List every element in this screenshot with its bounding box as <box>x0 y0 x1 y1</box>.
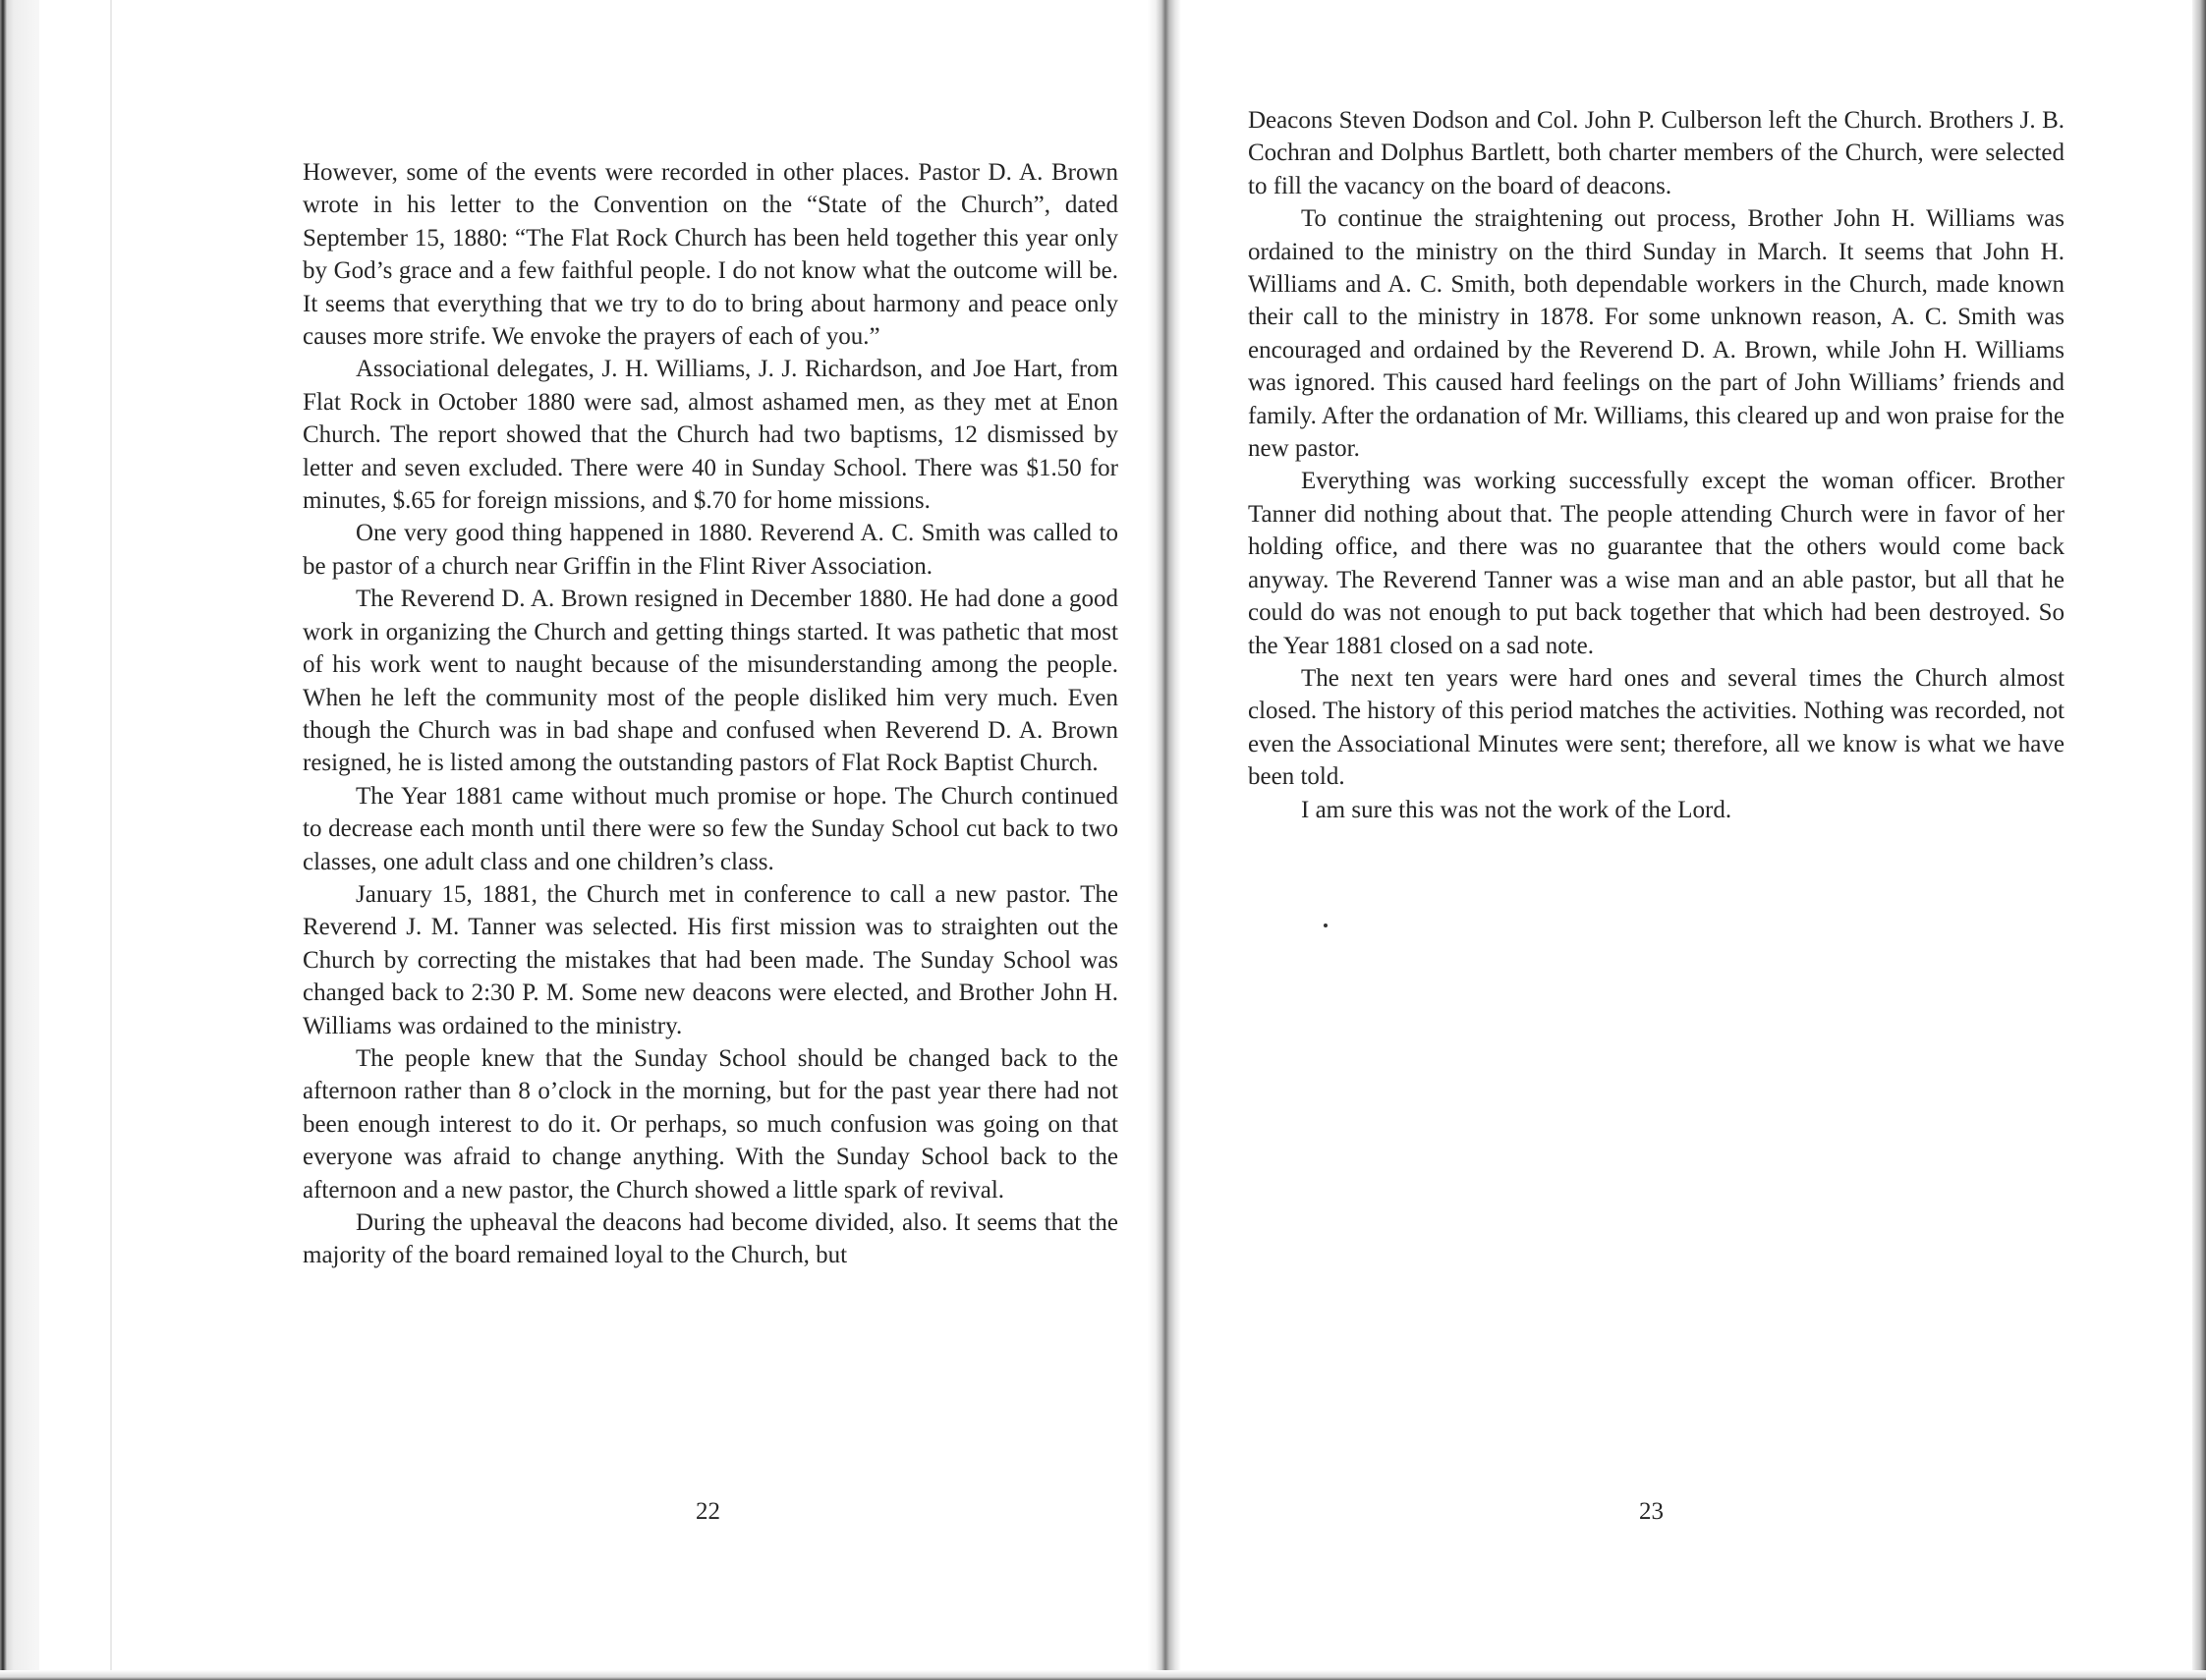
paragraph: However, some of the events were recorded in other places. Pastor D. A. Brown wrote in his letter to the Convention on the “State of the Church”, dated September 15, 1880: “The Flat Rock Church has been held together this year only by God’s grace and a few faithful people. I do not know what the outcome will be. It seems that everything that we try to do to bring about harmony and peace only causes more strife. We envoke the prayers of each of you.” <box>303 159 1118 351</box>
right-page <box>1181 0 2206 1680</box>
paragraph: The Year 1881 came without much promise or hope. The Church continued to decrease each month until there were so few the Sunday School cut back to two classes, one adult class and one children’s class. <box>303 782 1118 875</box>
right-page-edge <box>2192 0 2206 1680</box>
paragraph: I am sure this was not the work of the Lord. <box>1301 796 1732 823</box>
page-number: 22 <box>696 1498 720 1525</box>
paragraph: Everything was working successfully except the woman officer. Brother Tanner did nothing about that. The people attending Church were in favor of her holding office, and there was no guarantee that the others would come back anyway. The Reverend Tanner was a wise man and an able pastor, but all that he could do was not enough to put back together that which had been destroyed. So the Year 1881 closed on a sad note. <box>1248 468 2065 659</box>
paragraph: Deacons Steven Dodson and Col. John P. Culberson left the Church. Brothers J. B. Cochran and Dolphus Bartlett, both charter members of the Church, were selected to fill the vacancy on the board of deacons. <box>1248 107 2065 199</box>
left-page-text <box>303 156 1118 1272</box>
paragraph: During the upheaval the deacons had become divided, also. It seems that the majority of the board remained loyal to the Church, but <box>303 1209 1118 1269</box>
ink-speck <box>1324 924 1328 927</box>
paragraph: One very good thing happened in 1880. Reverend A. C. Smith was called to be pastor of a church near Griffin in the Flint River Association. <box>303 520 1118 580</box>
paragraph: The Reverend D. A. Brown resigned in December 1880. He had done a good work in organizing the Church and getting things started. It was pathetic that most of his work went to naught because of the misunderstanding among the people. When he left the community most of the people disliked him very much. Even though the Church was in bad shape and confused when Reverend D. A. Brown resigned, he is listed among the outstanding pastors of Flat Rock Baptist Church. <box>303 586 1118 777</box>
paragraph: To continue the straightening out process, Brother John H. Williams was ordained to the ministry on the third Sunday in March. It seems that John H. Williams and A. C. Smith, both dependable workers in the Church, made known their call to the ministry in 1878. For some unknown reason, A. C. Smith was encouraged and ordained by the Reverend D. A. Brown, while John H. Williams was ignored. This caused hard feelings on the part of John Williams’ friends and family. After the ordanation of Mr. Williams, this cleared up and won praise for the new pastor. <box>1248 205 2065 463</box>
paragraph: Associational delegates, J. H. Williams, J. J. Richardson, and Joe Hart, from Flat Rock in October 1880 were sad, almost ashamed men, as they met at Enon Church. The report showed that the Church had two baptisms, 12 dismissed by letter and seven excluded. There were 40 in Sunday School. There was $1.50 for minutes, $.65 for foreign missions, and $.70 for home missions. <box>303 356 1118 515</box>
paragraph: January 15, 1881, the Church met in conference to call a new pastor. The Reverend J. M. Tanner was selected. His first mission was to straighten out the Church by correcting the mistakes that had been made. The Sunday School was changed back to 2:30 P. M. Some new deacons were elected, and Brother John H. Williams was ordained to the ministry. <box>303 880 1118 1039</box>
page-number: 23 <box>1639 1498 1664 1525</box>
bottom-page-edge <box>0 1670 2206 1680</box>
paragraph: The next ten years were hard ones and several times the Church almost closed. The history of this period matches the activities. Nothing was recorded, not even the Associational Minutes were sent; therefore, all we know is what we have been told. <box>1248 664 2065 791</box>
right-page-text <box>1248 104 2065 826</box>
book-gutter <box>1148 0 1181 1680</box>
paragraph: The people knew that the Sunday School should be changed back to the afternoon rather than 8 o’clock in the morning, but for the past year there had not been enough interest to do it. Or perhaps, so much confusion was going on that everyone was afraid to change anything. With the Sunday School back to the afternoon and a new pastor, the Church showed a little spark of revival. <box>303 1044 1118 1204</box>
